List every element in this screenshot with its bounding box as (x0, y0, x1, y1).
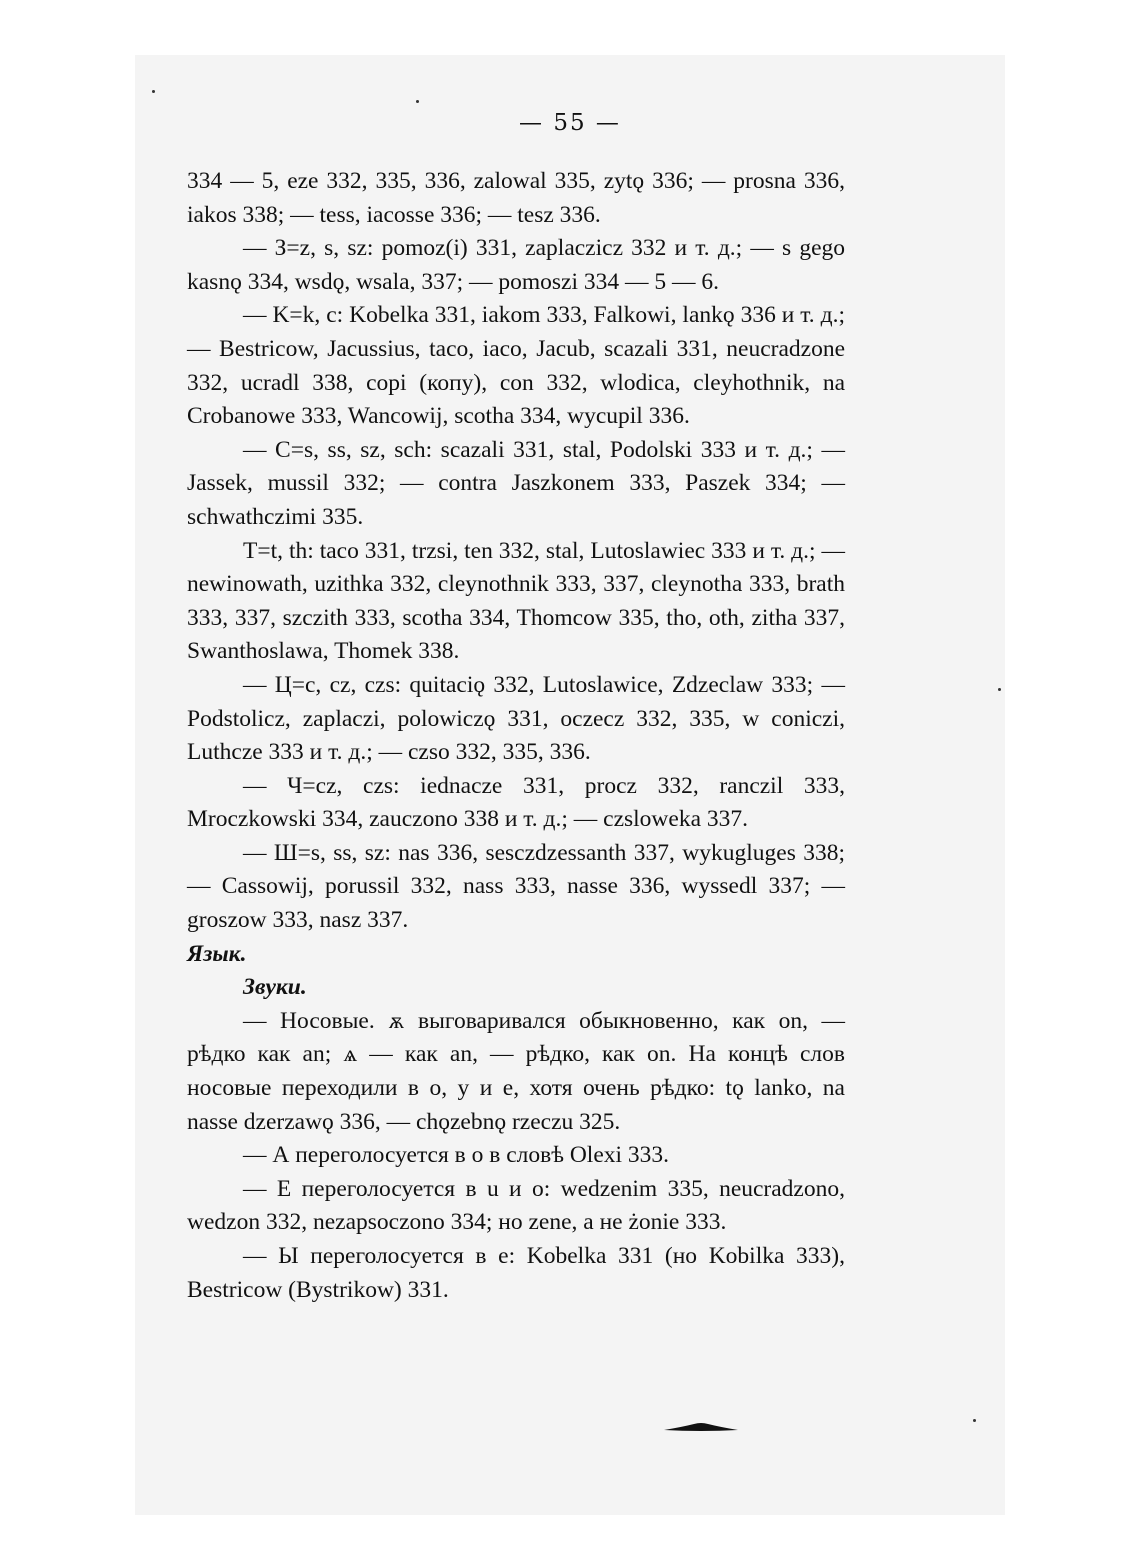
paragraph: — Ш=s, ss, sz: nas 336, sesczdzessanth 337, wykugluges 338; — Cassowij, porussil 332, nass 333, nasse 336, wyssedl 337; — groszow 333, nasz 337. (187, 839, 845, 934)
paragraph: — Носовые. ѫ выговаривался обыкновенно, как on, — рѣдко как an; ѧ — как an, — рѣдко, как on. На концѣ слов носовые переходили в o, y и e, хотя очень рѣдко: tǫ lanko, na nasse dzerzawǫ 336, — chǫzebnǫ rzeczu 325. (187, 1007, 845, 1135)
paragraph: — Е переголосуется в u и o: wedzenim 335, neucradzono, wedzon 332, nezapsoczono 334; но zene, а не żonie 333. (187, 1175, 845, 1236)
paragraph: — K=k, c: Kobelka 331, iakom 333, Falkowi, lankǫ 336 и т. д.; — Bestricow, Jacussius, taco, iaco, Jacub, scazali 331, neucradzone 332, ucradl 338, copi (копу), con 332, wlodica, cleyhothnik, na Crobanowe 333, Wancowij, scotha 334, wycupil 336. (187, 302, 845, 430)
subsection-heading: Звуки. (243, 974, 307, 1001)
print-speck (973, 1419, 976, 1422)
paragraph: — Ц=c, cz, czs: quitaciǫ 332, Lutoslawice, Zdzeclaw 333; — Podstolicz, zaplaczi, polowiczǫ 331, oczecz 332, 335, w coniczi, Luthcze 333 и т. д.; — czso 332, 335, 336. (187, 671, 845, 766)
text-body (187, 165, 845, 1307)
section-heading: Язык. (187, 940, 247, 967)
print-speck (416, 100, 419, 103)
print-speck (998, 688, 1001, 691)
paragraph: — C=s, ss, sz, sch: scazali 331, stal, Podolski 333 и т. д.; — Jassek, mussil 332; — contra Jaszkonem 333, Paszek 334; — schwathczimi 335. (187, 436, 845, 530)
paragraph: — Ы переголосуется в e: Kobelka 331 (но Kobilka 333), Bestricow (Bystrikow) 331. (187, 1243, 845, 1303)
end-ornament-icon (664, 1421, 738, 1433)
paragraph: — З=z, s, sz: pomoz(i) 331, zaplaczicz 332 и т. д.; — s gego kasnǫ 334, wsdǫ, wsala, 337; — pomoszi 334 — 5 — 6. (187, 235, 845, 295)
paragraph: — Ч=cz, czs: iednacze 331, procz 332, ranczil 333, Mroczkowski 334, zauczono 338 и т. д.; — czsloweka 337. (187, 772, 845, 833)
page-number: — 55 — (519, 110, 621, 136)
print-speck (152, 90, 155, 93)
paragraph: — А переголосуется в o в словѣ Olexi 333. (243, 1142, 670, 1169)
paragraph: T=t, th: taco 331, trzsi, ten 332, stal, Lutoslawiec 333 и т. д.; — newinowath, uzithka 332, cleynothnik 333, 337, cleynotha 333, brath 333, 337, szczith 333, scotha 334, Thomcow 335, tho, oth, zitha 337, Swanthoslawa, Thomek 338. (187, 537, 845, 665)
paragraph: 334 — 5, eze 332, 335, 336, zalowal 335, zytǫ 336; — prosna 336, iakos 338; — tess, iacosse 336; — tesz 336. (187, 168, 845, 228)
